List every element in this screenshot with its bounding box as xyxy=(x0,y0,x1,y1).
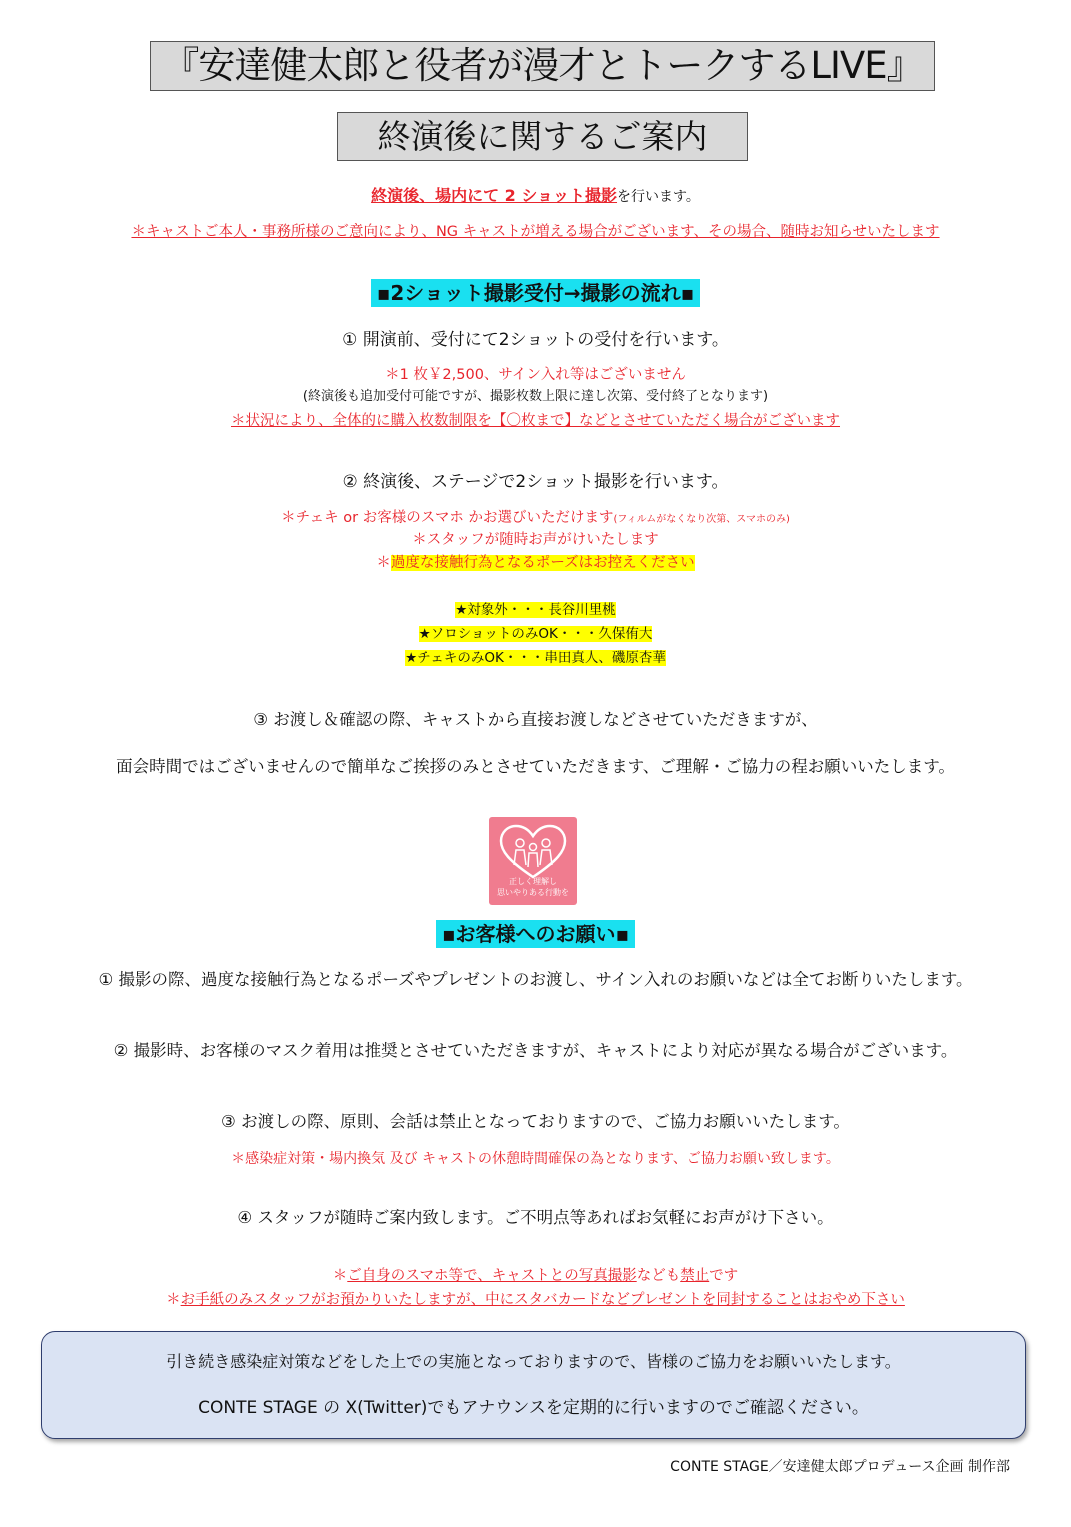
intro-highlight: 終演後、場内にて 2 ショット撮影 xyxy=(371,186,618,205)
request-item-4: ④ スタッフが随時ご案内致します。ご不明点等あればお気軽にお声がけ下さい。 xyxy=(237,1208,834,1227)
cast-exclusion-wrap xyxy=(0,601,1071,620)
warning-photo-b: なども xyxy=(636,1268,681,1284)
warning-photo xyxy=(0,1266,1071,1286)
request-item-1: ① 撮影の際、過度な接触行為となるポーズやプレゼントのお渡し、サイン入れのお願いなどは全てお断りいたします。 xyxy=(98,970,973,989)
icon-caption-2: 思いやりある行動を xyxy=(497,888,569,897)
step1-note-price: ＊1 枚￥2,500、サイン入れ等はございません xyxy=(385,367,686,383)
page-subtitle: 終演後に関するご案内 xyxy=(337,112,748,161)
step3-line1: ③ お渡し＆確認の際、キャストから直接お渡しなどさせていただきますが、 xyxy=(253,710,818,729)
step2-note-choice-small: (フィルムがなくなり次第、スマホのみ) xyxy=(613,514,790,525)
warning-letter-c: プレゼントを同封 xyxy=(629,1292,746,1308)
warning-letter-b: 、中にスタバカードなど xyxy=(470,1292,630,1308)
step2-note-pose xyxy=(0,553,1071,573)
step1-note-limit: ＊状況により、全体的に購入枚数制限を【〇枚まで】などとさせていただく場合がございます xyxy=(231,413,840,429)
step2-note-pose-text: 過度な接触行為となるポーズはお控えください xyxy=(390,555,695,571)
warning-photo-c: 禁止 xyxy=(680,1268,710,1284)
section2-header: ▪お客様へのお願い▪ xyxy=(436,920,635,948)
warning-letter-a: お手紙のみスタッフがお預かりいたしますが xyxy=(180,1292,471,1308)
info-box xyxy=(41,1331,1026,1439)
request-item-3-note: ＊感染症対策・場内換気 及び キャストの休憩時間確保の為となります、ご協力お願い致します。 xyxy=(231,1151,840,1167)
cast-solo-wrap xyxy=(0,625,1071,644)
step2-text: ② 終演後、ステージで2ショット撮影を行います。 xyxy=(342,472,729,492)
warning-letter-d: することはおやめ下さい xyxy=(745,1292,905,1308)
intro-line xyxy=(0,185,1071,208)
warning-letter xyxy=(0,1290,1071,1310)
info-line-2: CONTE STAGE の X(Twitter)でもアナウンスを定期的に行いますのでご確認ください。 xyxy=(198,1398,869,1418)
step2-note-choice xyxy=(0,508,1071,530)
warning-letter-star: ＊ xyxy=(166,1292,181,1308)
warning-photo-star: ＊ xyxy=(332,1268,348,1284)
step2-note-pose-star: ＊ xyxy=(376,555,391,571)
intro-rest: を行います。 xyxy=(617,189,700,205)
step2-note-choice-main: ＊チェキ or お客様のスマホ かお選びいただけます xyxy=(281,510,614,526)
step3-line2: 面会時間ではございませんので簡単なご挨拶のみとさせていただきます、ご理解・ご協力の程お願いいたします。 xyxy=(116,757,955,776)
request-item-3: ③ お渡しの際、原則、会話は禁止となっておりますので、ご協力お願いいたします。 xyxy=(221,1112,850,1131)
cast-cheki-wrap xyxy=(0,649,1071,668)
warning-photo-d: です xyxy=(709,1268,739,1284)
cast-exclusion: ★対象外・・・長谷川里桃 xyxy=(455,602,616,618)
icon-caption-1: 正しく理解し xyxy=(509,877,557,886)
cast-solo-only: ★ソロショットのみOK・・・久保侑大 xyxy=(418,626,653,642)
request-item-2: ② 撮影時、お客様のマスク着用は推奨とさせていただきますが、キャストにより対応が異なる場合がございます。 xyxy=(113,1041,958,1060)
warning-photo-a: ご自身のスマホ等で、キャストとの写真撮影 xyxy=(347,1268,637,1284)
step1-text: ① 開演前、受付にて2ショットの受付を行います。 xyxy=(342,330,729,350)
section2-header-wrap xyxy=(0,920,1071,948)
info-line-1: 引き続き感染症対策などをした上での実施となっておりますので、皆様のご協力をお願いいたします。 xyxy=(166,1352,901,1371)
step1-note-additional: (終演後も追加受付可能ですが、撮影枚数上限に達し次第、受付終了となります) xyxy=(302,389,769,404)
section1-header: ▪2ショット撮影受付→撮影の流れ▪ xyxy=(371,279,700,307)
step2-note-staff: ＊スタッフが随時お声がけいたします xyxy=(412,532,659,548)
event-title: 『安達健太郎と役者が漫才とトークするLIVE』 xyxy=(150,41,935,91)
intro-note: ＊キャストご本人・事務所様のご意向により、NG キャストが増える場合がございます、その場合、随時お知らせいたします xyxy=(131,224,940,240)
section1-header-wrap xyxy=(0,279,1071,307)
cast-cheki-only: ★チェキのみOK・・・串田真人、磯原杏華 xyxy=(405,650,666,666)
heart-people-icon xyxy=(489,817,577,905)
footer-credit: CONTE STAGE／安達健太郎プロデュース企画 制作部 xyxy=(670,1459,1010,1475)
